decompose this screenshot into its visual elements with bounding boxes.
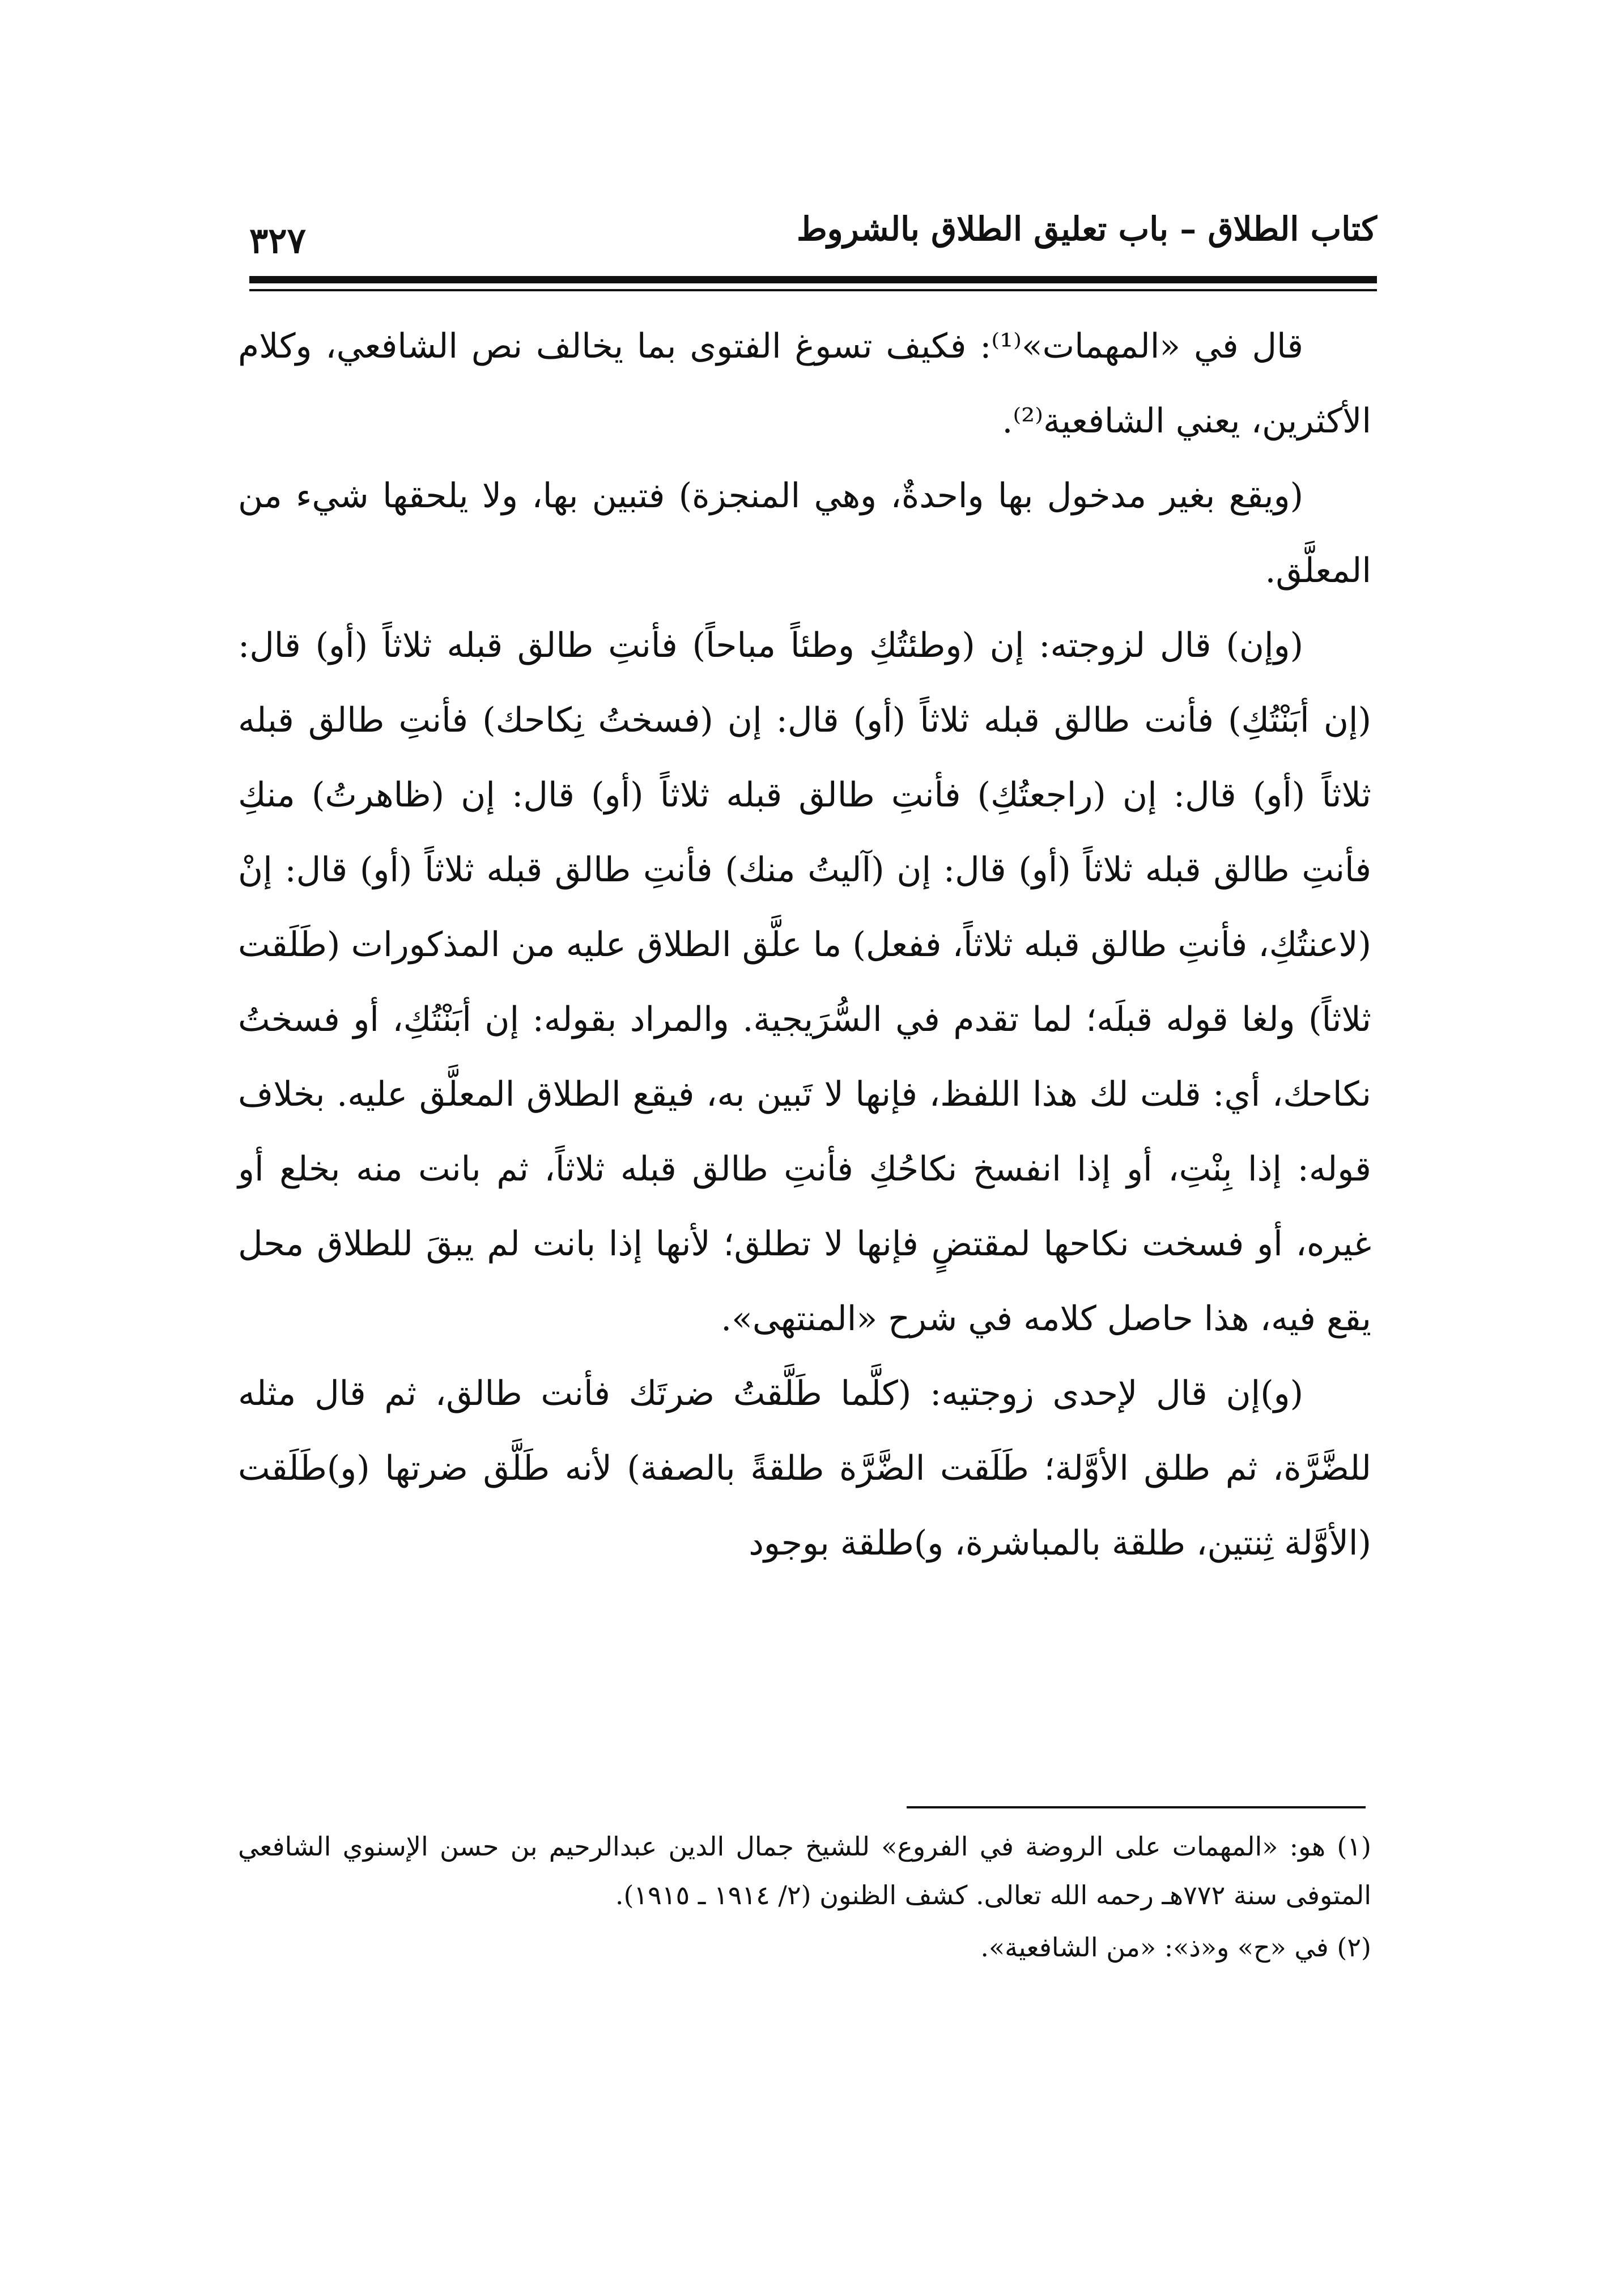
paragraph: قال في «المهمات»⁽¹⁾: فكيف تسوغ الفتوى بما يخالف نص الشافعي، وكلام الأكثرين، يعني الشافعية⁽²⁾. [238,326,1371,441]
footnote-separator [907,1806,1366,1808]
header-rule-thin [249,289,1377,291]
running-header-title: كتاب الطلاق – باب تعليق الطلاق بالشروط [797,210,1377,248]
paragraph: (و)إن قال لإحدى زوجتيه: (كلَّما طَلَّقتُ ضرتَك فأنت طالق، ثم قال مثله للضَّرَّة، ثم طلق الأوَّلة؛ طَلَقت الضَّرَّة طلقةً بالصفة) لأنه طَلَّق ضرتها (و)طَلَقت (الأوَّلة ثِنتين، طلقة بالمباشرة، و)طلقة بوجود [238,1374,1371,1563]
footnote: (٢) في «ح» و«ذ»: «من الشافعية». [980,1932,1371,1963]
header-rule-thick [249,276,1377,283]
footnote: (١) هو: «المهمات على الروضة في الفروع» للشيخ جمال الدين عبدالرحيم بن حسن الإسنوي الشافعي المتوفى سنة ٧٧٢هـ رحمه الله تعالى. كشف الظنون (٢/ ١٩١٤ ـ ١٩١٥). [238,1831,1371,1910]
paragraph: (ويقع بغير مدخول بها واحدةٌ، وهي المنجزة) فتبين بها، ولا يلحقها شيء من المعلَّق. [238,476,1371,591]
running-header [249,210,1377,264]
page-number: ٣٢٧ [249,220,306,261]
main-text [238,309,1371,1581]
paragraph: (وإن) قال لزوجته: إن (وطئتُكِ وطئاً مباحاً) فأنتِ طالق قبله ثلاثاً (أو) قال: (إن أبَنْتُكِ) فأنت طالق قبله ثلاثاً (أو) قال: إن (فسختُ نِكاحك) فأنتِ طالق قبله ثلاثاً (أو) قال: إن (راجعتُكِ) فأنتِ طالق قبله ثلاثاً (أو) قال: إن (ظاهرتُ) منكِ فأنتِ طالق قبله ثلاثاً (أو) قال: إن (آليتُ منك) فأنتِ طالق قبله ثلاثاً (أو) قال: إنْ (لاعنتُكِ، فأنتِ طالق قبله ثلاثاً، ففعل) ما علَّق الطلاق عليه من المذكورات (طَلَقت ثلاثاً) ولغا قوله قبلَه؛ لما تقدم في السُّرَيجية. والمراد بقوله: إن أبَنْتُكِ، أو فسختُ نكاحك، أي: قلت لك هذا اللفظ، فإنها لا تَبين به، فيقع الطلاق المعلَّق عليه. بخلاف قوله: إذا بِنْتِ، أو إذا انفسخ نكاحُكِ فأنتِ طالق قبله ثلاثاً، ثم بانت منه بخلع أو غيره، أو فسخت نكاحها لمقتضٍ فإنها لا تطلق؛ لأنها إذا بانت لم يبقَ للطلاق محل يقع فيه، هذا حاصل كلامه في شرح «المنتهى». [238,626,1372,1339]
footnotes [238,1822,1371,1975]
